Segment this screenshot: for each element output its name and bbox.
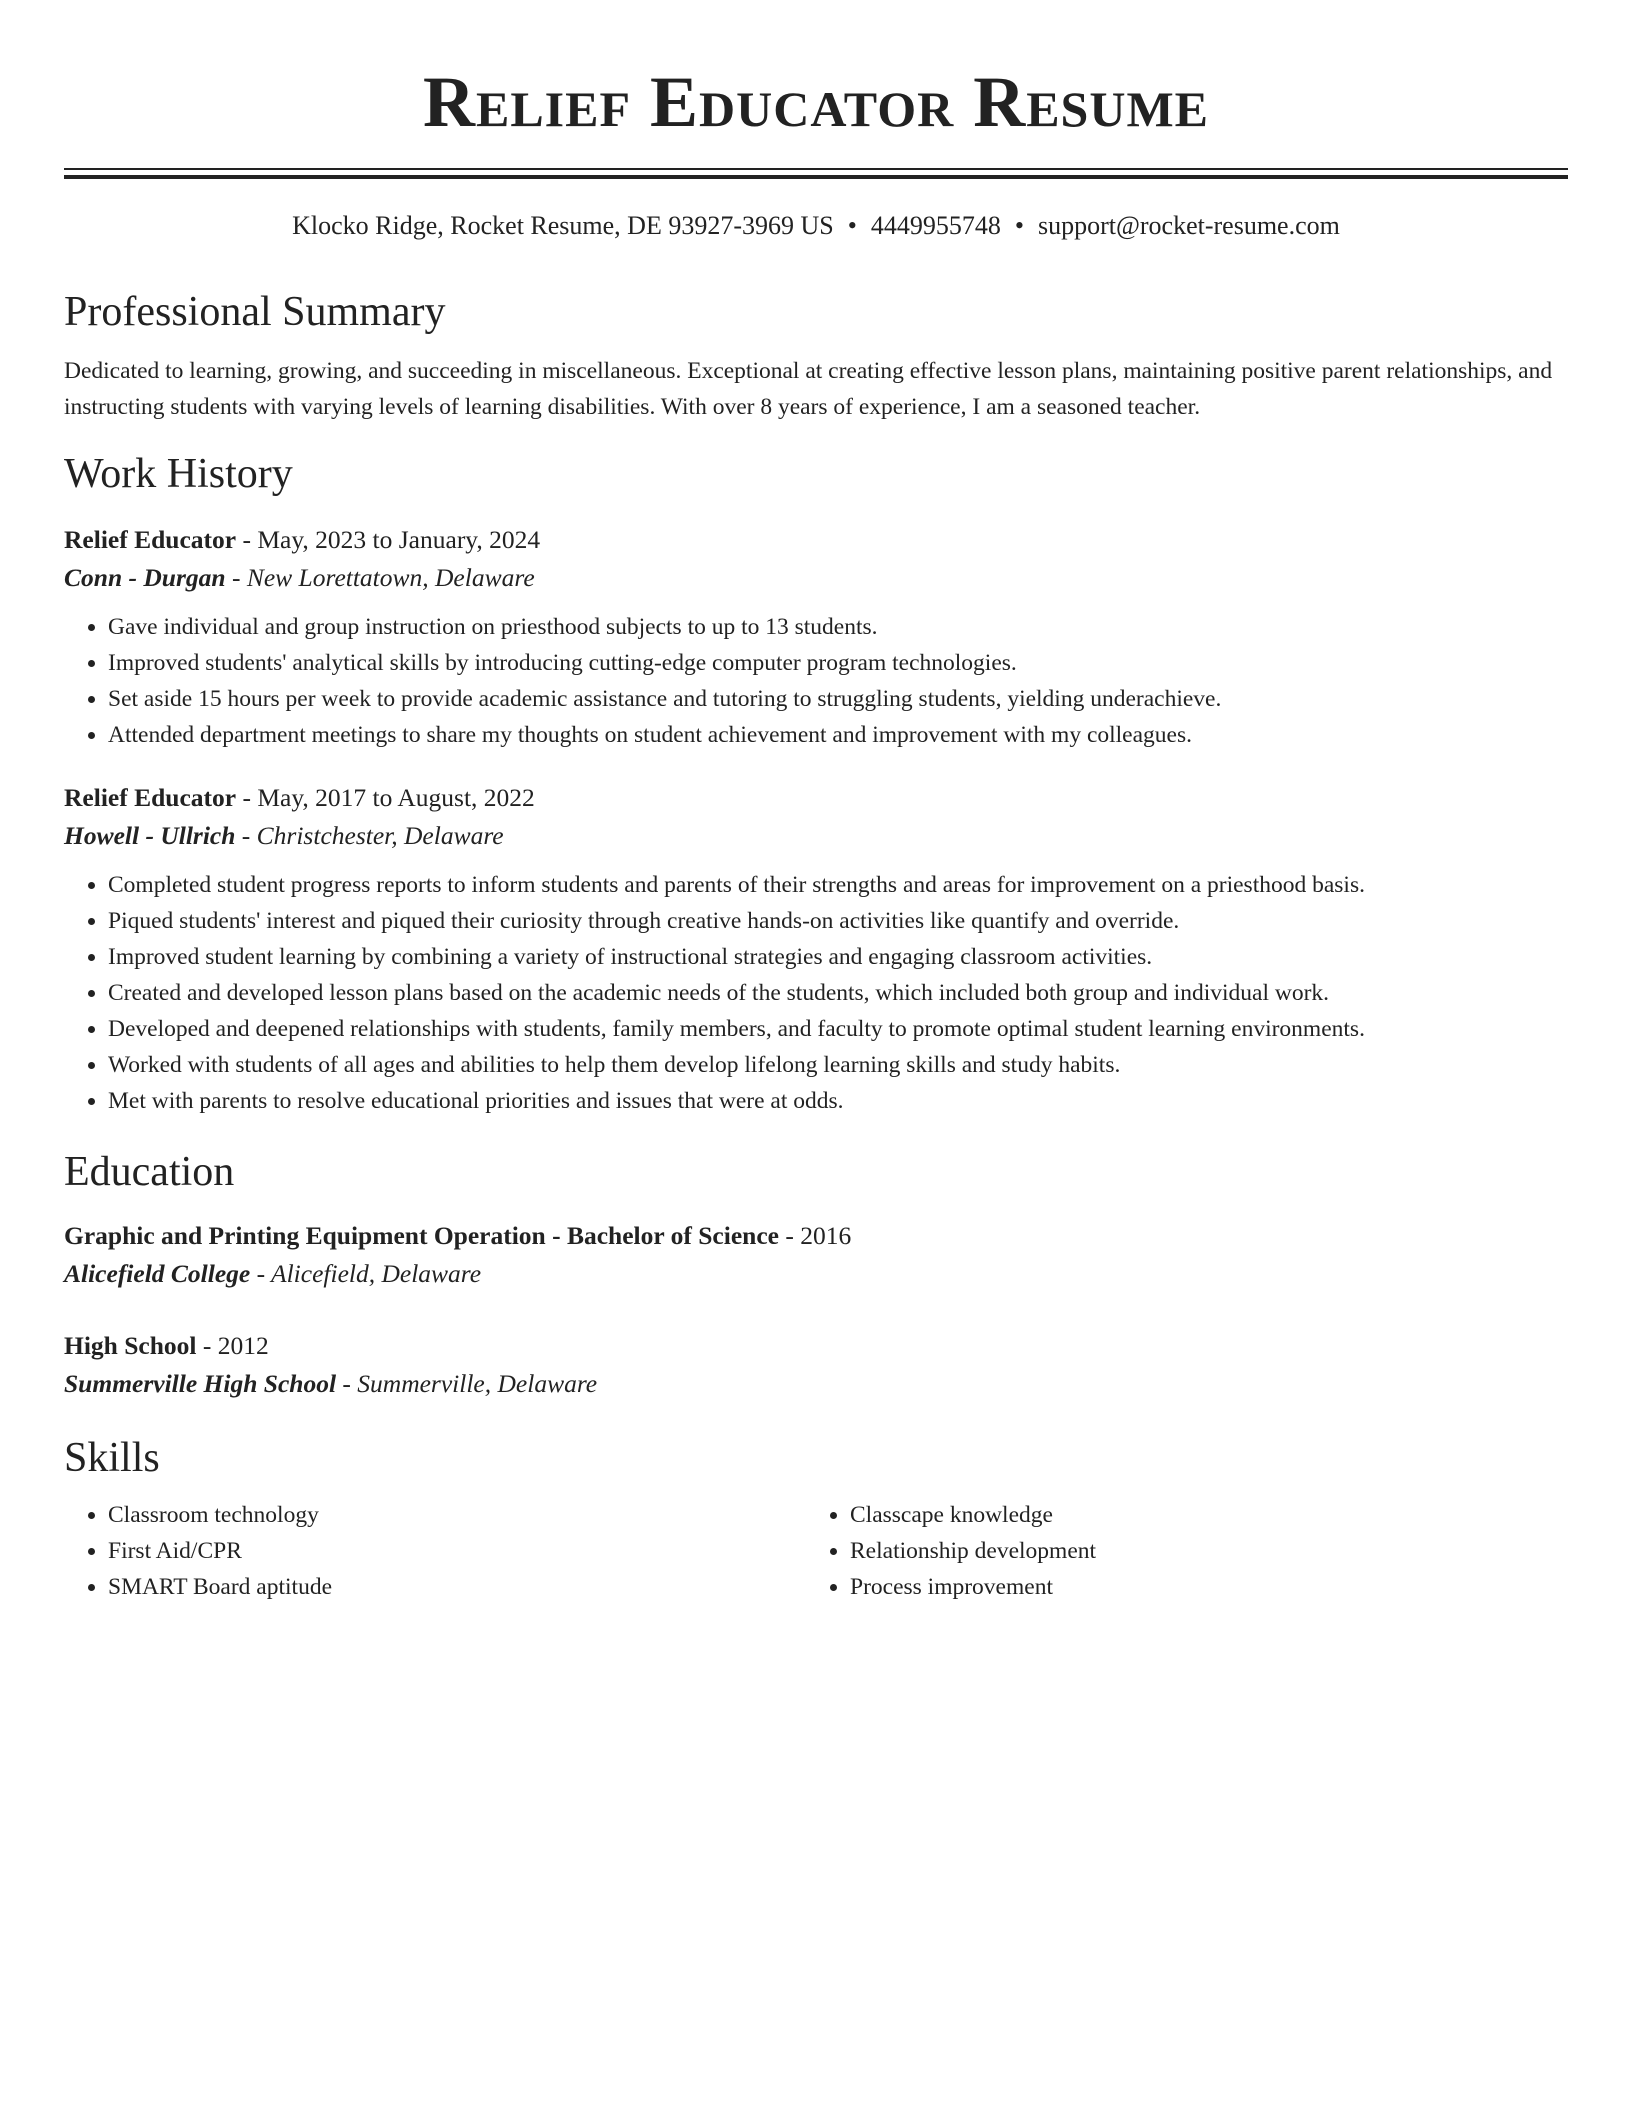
job-header (64, 779, 1568, 817)
work-history-section (64, 449, 1568, 1119)
title-divider (64, 168, 1568, 179)
job-duty: • Piqued students' interest and piqued their curiosity through creative hands-on activities like quantify and override. (108, 903, 1568, 939)
skills-section (64, 1433, 1568, 1605)
education-degree: Graphic and Printing Equipment Operation - Bachelor of Science (64, 1221, 779, 1250)
job-title: Relief Educator (64, 783, 237, 812)
job-duty: • Improved students' analytical skills by introducing cutting-edge computer program technologies. (108, 645, 1568, 681)
job-duty: • Completed student progress reports to inform students and parents of their strengths and areas for improvement on a priesthood basis. (108, 867, 1568, 903)
job-duty: • Worked with students of all ages and abilities to help them develop lifelong learning skills and study habits. (108, 1047, 1568, 1083)
skills-list-right (806, 1497, 1548, 1605)
job-duty: • Created and developed lesson plans based on the academic needs of the students, which included both group and individual work. (108, 975, 1568, 1011)
skills-list-left (64, 1497, 806, 1605)
skill-item: • Classroom technology (108, 1497, 806, 1533)
skill-item: • SMART Board aptitude (108, 1569, 806, 1605)
summary-heading: Professional Summary (64, 289, 446, 335)
job-duty: • Set aside 15 hours per week to provide academic assistance and tutoring to struggling students, yielding underachieve. (108, 681, 1568, 717)
education-school: Alicefield College (64, 1259, 251, 1288)
education-section (64, 1147, 1568, 1403)
contact-line (64, 209, 1568, 243)
job-duties-list (64, 609, 1568, 753)
skills-columns (64, 1497, 1568, 1605)
education-school-line (64, 1255, 1568, 1293)
job-dates: - May, 2023 to January, 2024 (236, 525, 541, 554)
job-header (64, 521, 1568, 559)
job-dates: - May, 2017 to August, 2022 (236, 783, 535, 812)
education-location: - Alicefield, Delaware (250, 1259, 482, 1288)
summary-text: Dedicated to learning, growing, and succeeding in miscellaneous. Exceptional at creating effective lesson plans, maintaining positive parent relationships, and instructing students with varying levels of learning disabilities. With over 8 years of experience, I am a seasoned teacher. (64, 358, 1553, 420)
job-duty: • Improved student learning by combining a variety of instructional strategies and engaging classroom activities. (108, 939, 1568, 975)
education-year: - 2012 (196, 1331, 269, 1360)
job-employer-line (64, 817, 1568, 855)
job-duty: • Attended department meetings to share my thoughts on student achievement and improvement with my colleagues. (108, 717, 1568, 753)
education-school-line (64, 1365, 1568, 1403)
summary-section (64, 287, 1568, 425)
job-title: Relief Educator (64, 525, 237, 554)
work-history-heading: Work History (64, 451, 293, 497)
job-duty: • Met with parents to resolve educational priorities and issues that were at odds. (108, 1083, 1568, 1119)
education-location: - Summerville, Delaware (336, 1369, 598, 1398)
job-location: - New Lorettatown, Delaware (225, 563, 535, 592)
job-entry (64, 521, 1568, 753)
contact-phone: 4449955748 (870, 211, 1001, 240)
job-company: Conn - Durgan (64, 563, 226, 592)
education-degree: High School (64, 1331, 197, 1360)
education-degree-line (64, 1327, 1568, 1365)
education-entry (64, 1217, 1568, 1293)
skill-item: • Relationship development (850, 1533, 1548, 1569)
skill-item: • Classcape knowledge (850, 1497, 1548, 1533)
job-duty: • Gave individual and group instruction on priesthood subjects to up to 13 students. (108, 609, 1568, 645)
education-entry (64, 1327, 1568, 1403)
skill-item: • First Aid/CPR (108, 1533, 806, 1569)
education-heading: Education (64, 1149, 235, 1195)
job-employer-line (64, 559, 1568, 597)
job-entry (64, 779, 1568, 1119)
job-location: - Christchester, Delaware (235, 821, 504, 850)
contact-email: support@rocket-resume.com (1037, 211, 1340, 240)
resume-title: Relief Educator Resume (422, 62, 1210, 142)
job-duties-list (64, 867, 1568, 1119)
education-year: - 2016 (778, 1221, 852, 1250)
education-school: Summerville High School (64, 1369, 337, 1398)
skills-heading: Skills (64, 1435, 160, 1481)
education-degree-line (64, 1217, 1568, 1255)
job-duty: • Developed and deepened relationships with students, family members, and faculty to promote optimal student learning environments. (108, 1011, 1568, 1047)
contact-separator: • (847, 211, 857, 240)
job-company: Howell - Ullrich (64, 821, 236, 850)
skill-item: • Process improvement (850, 1569, 1548, 1605)
contact-separator: • (1014, 211, 1024, 240)
contact-address: Klocko Ridge, Rocket Resume, DE 93927-3969 US (292, 211, 834, 240)
